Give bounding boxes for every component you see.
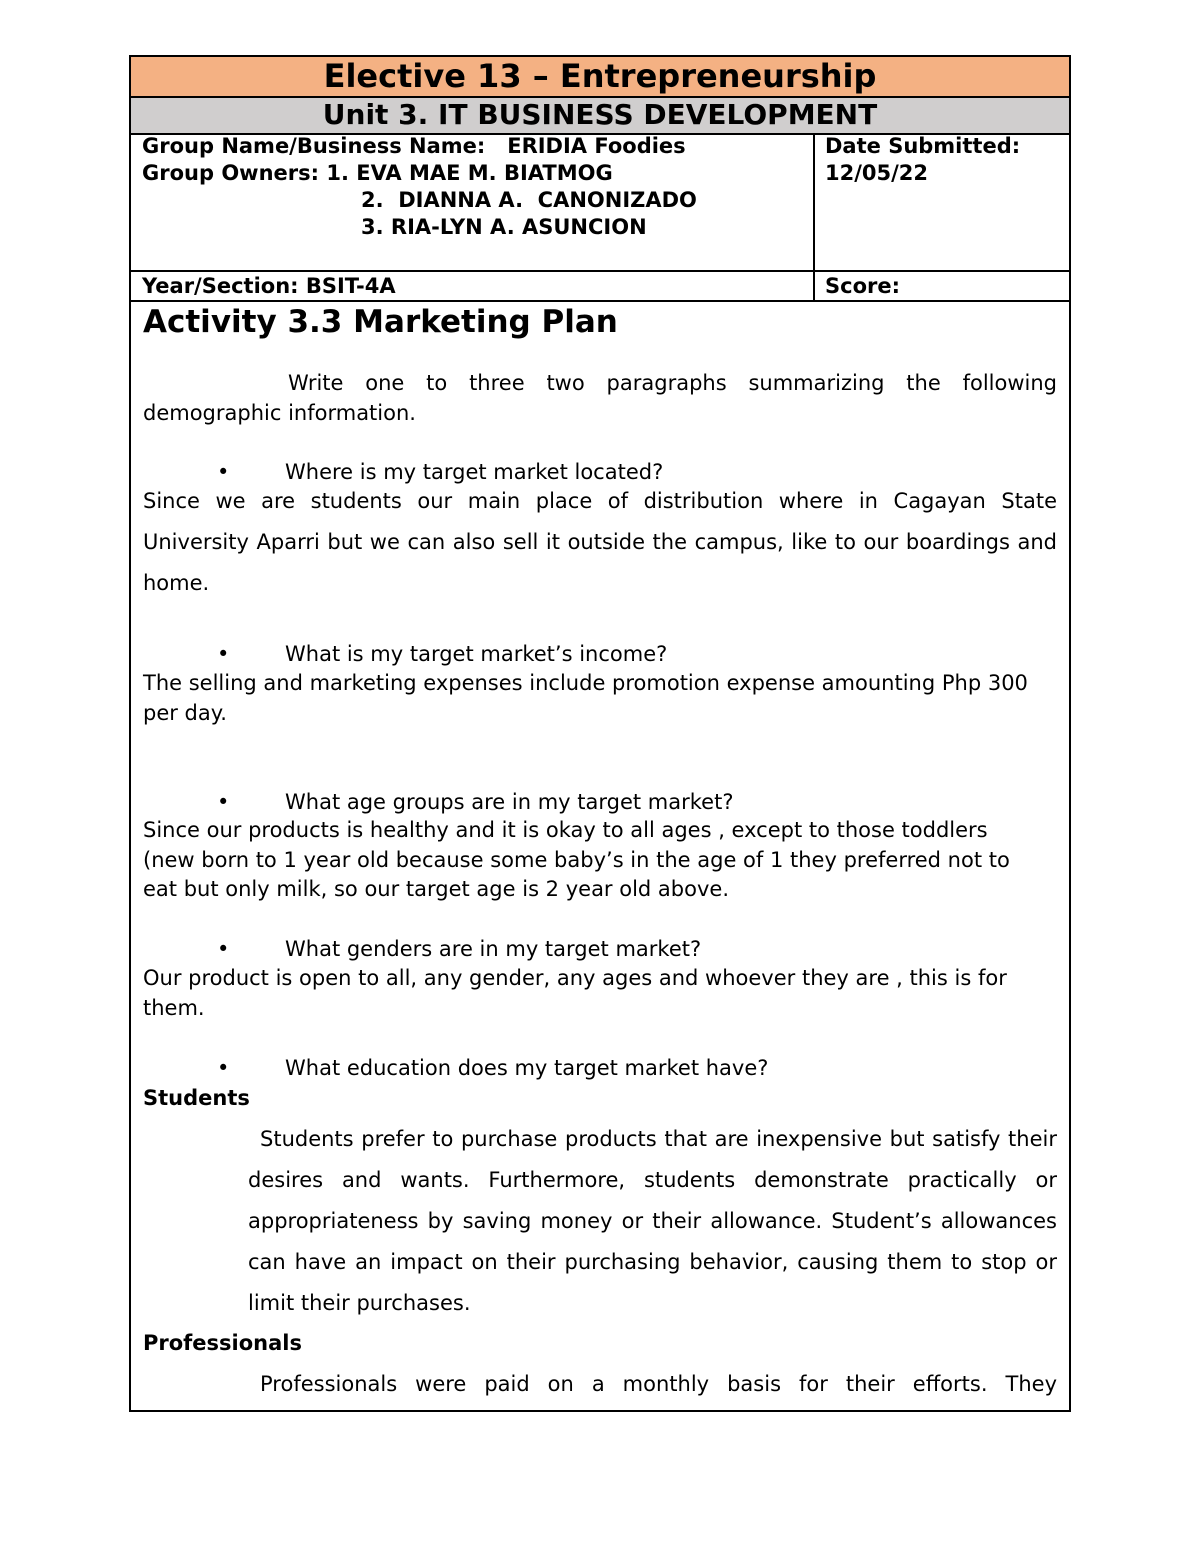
answer-age: Since our products is healthy and it is okay to all ages , except to those toddlers (new born to 1 year old because some baby’s in the age of 1 they preferred not to eat but only milk, so our target age is 2 year old above. — [143, 818, 1010, 901]
answer-income: The selling and marketing expenses include promotion expense amounting Php 300 per day. — [143, 671, 1028, 725]
professionals-paragraph: Professionals were paid on a monthly basis for their efforts. They — [260, 1372, 1057, 1396]
date-cell — [815, 135, 1069, 270]
bullet-icon: • — [217, 790, 230, 814]
students-paragraph: Students prefer to purchase products that are inexpensive but satisfy their desires and wants. Furthermore, students demonstrate practically or appropriateness by saving money or their allowance. Student’s allowances can have an impact on their purchasing behavior, causing them to stop or limit their purchases. — [248, 1127, 1057, 1315]
score-label: Score: — [825, 274, 900, 298]
group-owners-label: Group Owners: — [142, 161, 320, 185]
owner-2: 2. DIANNA A. CANONIZADO — [361, 188, 697, 212]
question-gender — [217, 934, 701, 964]
activity-sheet-table — [129, 55, 1071, 1412]
activity-title: Activity 3.3 Marketing Plan — [143, 304, 618, 340]
course-title: Elective 13 – Entrepreneurship — [131, 57, 1069, 98]
group-name-label: Group Name/Business Name: — [142, 134, 486, 158]
date-submitted-label: Date Submitted: — [825, 134, 1021, 158]
question-gender-text: What genders are in my target market? — [285, 937, 702, 961]
owner-3: 3. RIA-LYN A. ASUNCION — [361, 215, 647, 239]
date-submitted-value: 12/05/22 — [825, 161, 929, 185]
question-education-text: What education does my target market have? — [285, 1056, 769, 1080]
year-section-label: Year/Section: — [142, 274, 299, 298]
group-name-line — [142, 133, 813, 160]
bullet-icon: • — [217, 937, 230, 961]
group-info-row — [131, 135, 1069, 272]
bullet-icon: • — [217, 460, 230, 484]
activity-body — [131, 302, 1069, 1410]
group-name-value: ERIDIA Foodies — [507, 134, 686, 158]
year-section-cell — [131, 272, 815, 300]
bullet-icon: • — [217, 642, 230, 666]
instructions-paragraph: Write one to three two paragraphs summarizing the following demographic information. — [143, 371, 1057, 425]
question-income — [217, 639, 667, 669]
answer-location: Since we are students our main place of distribution where in Cagayan State University Aparri but we can also sell it outside the campus, like to our boardings and home. — [143, 489, 1057, 595]
unit-title: Unit 3. IT BUSINESS DEVELOPMENT — [131, 98, 1069, 135]
bullet-icon: • — [217, 1056, 230, 1080]
question-age — [217, 787, 733, 817]
question-location-text: Where is my target market located? — [285, 460, 664, 484]
year-section-value: BSIT-4A — [305, 274, 396, 298]
group-info-cell — [131, 135, 815, 270]
score-cell — [815, 272, 1069, 300]
question-age-text: What age groups are in my target market? — [285, 790, 734, 814]
year-section-row — [131, 272, 1069, 302]
year-section-line — [142, 272, 813, 301]
owner-1: 1. EVA MAE M. BIATMOG — [326, 161, 613, 185]
professionals-heading: Professionals — [143, 1331, 302, 1355]
answer-gender: Our product is open to all, any gender, any ages and whoever they are , this is for them. — [143, 966, 1007, 1020]
students-heading: Students — [143, 1086, 250, 1110]
question-education — [217, 1053, 768, 1083]
group-owners-line — [142, 160, 813, 187]
question-income-text: What is my target market’s income? — [285, 642, 668, 666]
